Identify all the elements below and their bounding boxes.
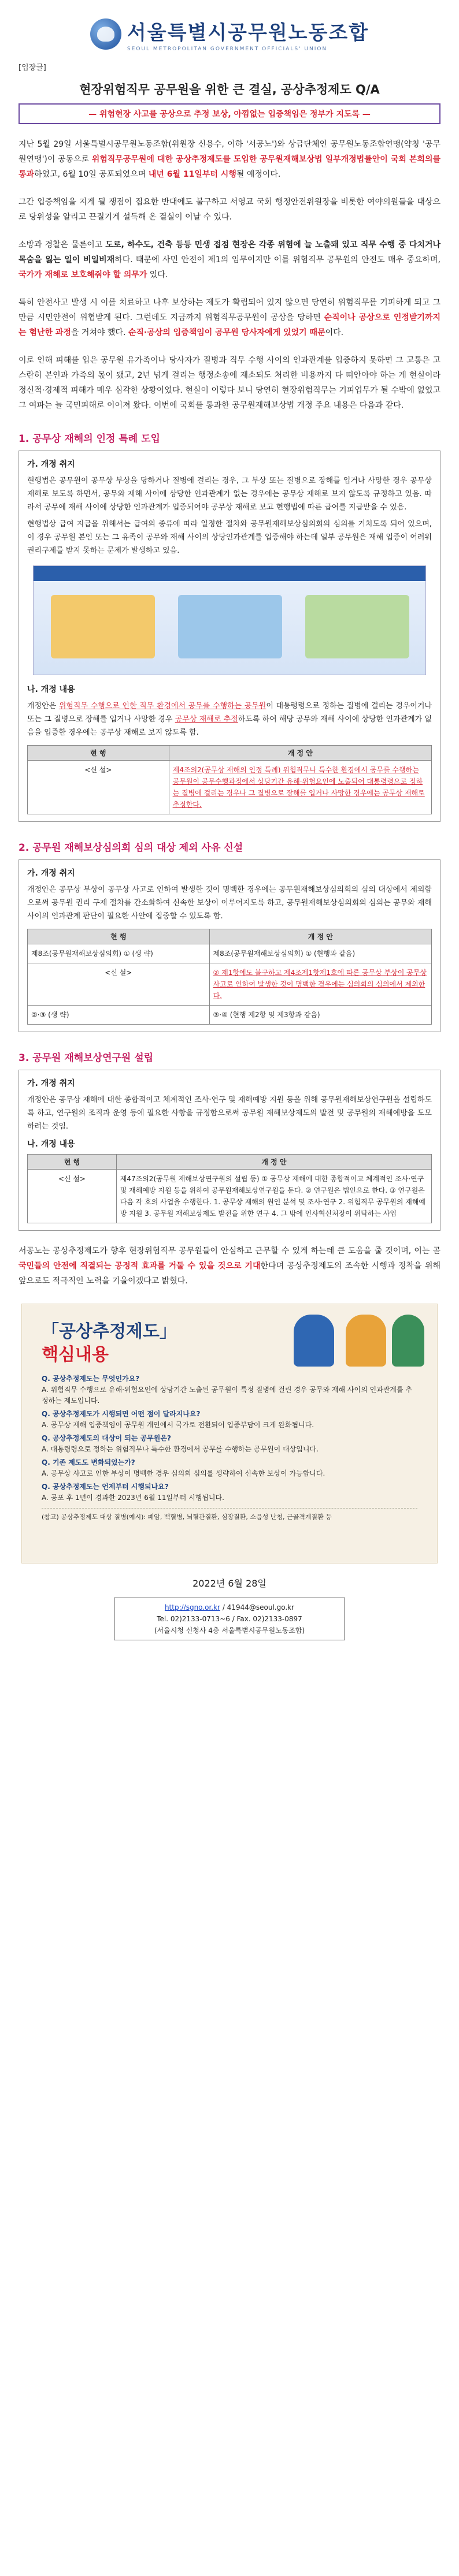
doc-tag: [입장글] — [18, 64, 46, 72]
org-name-block — [127, 17, 369, 52]
officer-illustration — [392, 1315, 424, 1367]
poster-title: 「공상추정제도」 핵심내용 — [42, 1321, 177, 1365]
section-1-title: 1. 공무상 재해의 인정 특례 도입 — [18, 433, 160, 445]
section-1-text-2: 현행법상 급여 지급을 위해서는 급여의 종류에 따라 일정한 절차와 공무원재해보상심의회의 심의를 거치도록 되어 있으며, 이 경우 공무원 본인 또는 그 유족이 공무와 재해 사이의 상당인과관계를 입증해야 하는데 일부 공무원은 재해 입증이 어려워 권리구제를 받지 못하는 문제가 발생하고 있음. — [27, 520, 432, 555]
section-2-title: 2. 공무원 재해보상심의회 심의 대상 제외 사유 신설 — [18, 842, 243, 854]
section-2-table — [27, 929, 432, 1025]
subtitle-banner: — 위험현장 사고를 공상으로 추정 보상, 아낌없는 입증책임은 정부가 지도록 — — [18, 103, 441, 124]
table-row: <신 설> 제47조의2(공무원 재해보상연구원의 설립 등) ① 공무상 재해에 대한 종합적이고 체계적인 조사·연구 및 재해예방 지원 등을 위하여 공무원재해보상연구원을 둔다. ② 연구원은 법인으로 한다. ③ 연구원은 다음 각 호의 사업을 수행한다. 1. 공무상 재해의 원인 분석 및 조사·연구 2. 위험직무 공무원의 재해예방 지원 3. 공무원 재해보상제도 발전을 위한 연구 4. 그 밖에 인사혁신처장이 위탁하는 사업 — [28, 1170, 432, 1223]
org-subtitle: SEOUL METROPOLITAN GOVERNMENT OFFICIALS' UNION — [127, 46, 328, 52]
table-row: 제8조(공무원재해보상심의회) ① (생 략) 제8조(공무원재해보상심의회) ① (현행과 같음) — [28, 944, 432, 963]
firefighter-illustration — [294, 1315, 334, 1367]
section-2-text-1: 개정안은 공무상 부상이 공무상 사고로 인하여 발생한 것이 명백한 경우에는 공무원재해보상심의회의 심의 대상에서 제외함으로써 공무원 권리 구제 절차를 간소화하여 신속한 보상이 이루어지도록 하고, 공무원재해보상심의회의 심의는 공무와 재해 사이의 인과관계 판단이 필요한 사안에 집중할 수 있도록 함. — [27, 885, 432, 921]
section-3-title: 3. 공무원 재해보상연구원 설립 — [18, 1052, 154, 1064]
section-1-text-3: 개정안은 위험직무 수행으로 인한 직무 환경에서 공무를 수행하는 공무원이 대통령령으로 정하는 질병에 걸리는 경우이거나 또는 그 질병으로 장해를 입거나 사망한 경우 공무상 재해로 추정하도록 하여 해당 공무와 재해 사이에 상당한 인과관계가 없음을 입증한 경우에는 공무상 재해로 보지 않도록 함. — [27, 702, 432, 737]
section-3-table — [27, 1154, 432, 1223]
intro-paragraph-4: 특히 안전사고 발생 시 이를 치료하고 나후 보상하는 제도가 확립되어 있지 않으면 당연히 위험직무를 기피하게 되고 그만큼 시민안전이 위협받게 된다. 그런데도 지금까지 위험직무공무원이 공상을 당하면 순직이나 공상으로 인정받기까지는 험난한 과정을 거쳐야 했다. 순직·공상의 입증책임이 공무원 당사자에게 있었기 때문이다. — [18, 298, 441, 337]
list-item: Q. 기존 제도도 변화되었는가? A. 공무상 사고로 인한 부상이 명백한 경우 심의회 심의를 생략하여 신속한 보상이 가능합니다. — [42, 1458, 325, 1477]
summary-poster — [21, 1304, 438, 1564]
list-item: Q. 공상추정제도는 언제부터 시행되나요? A. 공포 후 1년이 경과한 2023년 6월 11일부터 시행됩니다. — [42, 1483, 224, 1502]
table-row: <신 설> 제4조의2(공무상 재해의 인정 특례) 위험직무나 특수한 환경에서 공무를 수행하는 공무원이 공무수행과정에서 상당기간 유해·위험요인에 노출되어 대통령령으로 정하는 질병에 걸리는 경우나 그 질병으로 장해를 입거나 사망한 경우에는 공무상 재해로 추정한다. — [28, 761, 432, 814]
list-item: Q. 공상추정제도의 대상이 되는 공무원은? A. 대통령령으로 정하는 위험직무나 특수한 환경에서 공무를 수행하는 공무원이 대상입니다. — [42, 1434, 319, 1453]
section-3-heading-a: 가. 개정 취지 — [27, 1079, 75, 1088]
email-text: / 41944@seoul.go.kr — [222, 1603, 295, 1611]
table-header-current: 현 행 — [28, 929, 210, 944]
table-header-amended: 개 정 안 — [116, 1155, 431, 1170]
union-logo — [90, 18, 121, 50]
header — [0, 0, 459, 55]
worker-illustration — [346, 1315, 386, 1367]
table-header-amended: 개 정 안 — [169, 746, 431, 761]
intro-paragraph-5: 이로 인해 피해를 입은 공무원 유가족이나 당사자가 질병과 직무 수행 사이의 인과관계를 입증하지 못하면 그 고통은 고스란히 본인과 가족의 몫이 됐고, 2년 넘게 걸리는 행정소송에 재소되도 처리한 비용까지 다 떠안아야 하는 게 현실이라 정신적·경제적 피해가 매우 심각한 상황이었다. 현실이 이렇다 보니 당연히 현장위험직무는 기피업무가 될 수밖에 없었고 그 여파는 늘 국민피해로 이어져 왔다. 이번에 국회를 통과한 공무원재해보상법 개정 주요 내용은 다음과 같다. — [18, 356, 441, 410]
list-item: Q. 공상추정제도가 시행되면 어떤 점이 달라지나요? A. 공무상 재해 입증책임이 공무원 개인에서 국가로 전환되어 입증부담이 크게 완화됩니다. — [42, 1410, 314, 1429]
website-link[interactable]: http://sgno.or.kr — [164, 1603, 220, 1611]
table-header-current: 현 행 — [28, 746, 169, 761]
table-row: <신 설> ② 제1항에도 불구하고 제4조제1항제1호에 따른 공무상 부상이 공무상 사고로 인하여 발생한 것이 명백한 경우에는 심의회의 심의에서 제외한다. — [28, 963, 432, 1006]
section-1-text-1: 현행법은 공무원이 공무상 부상을 당하거나 질병에 걸리는 경우, 그 부상 또는 질병으로 장해를 입거나 사망한 경우 공무상 재해로 보도록 하면서, 공무와 재해 사이에 상당한 인과관계가 없는 경우에는 공무상 재해로 보지 않도록 규정하고 있음. 따라서 공무에 재해 사이에 상당한 인과관계가 입증되어야 공무상 재해로 보고 현행법에 따른 급여를 지급받을 수 있음. — [27, 477, 432, 512]
section-1-box — [18, 451, 441, 822]
section-1-table — [27, 745, 432, 814]
intro-paragraph-1: 지난 5월 29일 서울특별시공무원노동조합(위원장 신용수, 이하 '서공노')와 상급단체인 공무원노동조합연맹(약칭 '공무원연맹')이 공동으로 위험직무공무원에 대한 공상추정제도를 도입한 공무원재해보상법 일부개정법률안이 국회 본회의를 통과하였고, 6월 10일 공포되었으며 내년 6월 11일부터 시행될 예정이다. — [18, 140, 441, 179]
closing-paragraph: 서공노는 공상추정제도가 향후 현장위험직무 공무원들이 안심하고 근무할 수 있게 하는데 큰 도움을 줄 것이며, 이는 곧 국민들의 안전에 직결되는 공정적 효과를 거둘 수 있을 것으로 기대한다며 공상추정제도의 조속한 시행과 정착을 위해 앞으로도 적극적인 노력을 기울이겠다고 밝혔다. — [18, 1246, 441, 1286]
list-item: Q. 공상추정제도는 무엇인가요? A. 위험직무 수행으로 유해·위험요인에 상당기간 노출된 공무원이 특정 질병에 걸린 경우 공무와 재해 사이의 인과관계를 추정하는 제도입니다. — [42, 1375, 412, 1405]
contact-phone: Tel. 02)2133-0713~6 / Fax. 02)2133-0897 — [157, 1615, 302, 1623]
publish-date: 2022년 6월 28일 — [193, 1578, 266, 1589]
org-name: 서울특별시공무원노동조합 — [127, 21, 369, 44]
infographic-panel-3 — [305, 595, 409, 658]
intro-paragraph-3: 소방과 경찰은 물론이고 도로, 하수도, 건축 등등 민생 접점 현장은 각종 위험에 늘 노출돼 있고 직무 수행 중 다치거나 목숨을 잃는 일이 비일비재하다. 때문에 사민 안전이 제1의 임무이지만 이를 위험직무 공무원의 안전도 매우 중요하며, 국가가 재해로 보호해줘야 할 의무가 있다. — [18, 240, 441, 280]
table-header-current: 현 행 — [28, 1155, 117, 1170]
section-1-heading-b: 나. 개정 내용 — [27, 685, 75, 694]
section-2-box — [18, 859, 441, 1032]
section-1-heading-a: 가. 개정 취지 — [27, 460, 75, 469]
contact-web — [118, 1602, 341, 1613]
section-3-text-1: 개정안은 공무상 재해에 대한 종합적이고 체계적인 조사·연구 및 재해예방 지원 등을 위해 공무원재해보상연구원을 설립하도록 하고, 연구원의 조직과 운영 등에 필요한 사항을 규정함으로써 공무원 재해보상제도의 발전 및 공무원의 재해예방을 도모하려는 것임. — [27, 1096, 432, 1131]
contact-address: (서울시청 신청사 4층 서울특별시공무원노동조합) — [154, 1626, 305, 1635]
page-title: 현장위험직무 공무원을 위한 큰 결실, 공상추정제도 Q/A — [79, 83, 380, 96]
table-header-amended: 개 정 안 — [209, 929, 431, 944]
section-3-heading-b: 나. 개정 내용 — [27, 1140, 75, 1149]
poster-reference: (참고) 공상추정제도 대상 질병(예시): 폐암, 백혈병, 뇌혈관질환, 심장질환, 소음성 난청, 근골격계질환 등 — [42, 1508, 417, 1522]
poster-qa-list — [42, 1373, 417, 1522]
intro-paragraph-2: 그간 입증책임을 지게 될 쟁점이 집요한 반대에도 불구하고 서영교 국회 행정안전위원장을 비롯한 여야의원들을 대상으로 당위성을 알리고 끈질기게 설득해 온 결실이 이날 수 있다. — [18, 198, 441, 222]
infographic-header-bar — [34, 566, 425, 581]
table-row: ②·③ (생 략) ③·④ (현행 제2항 및 제3항과 같음) — [28, 1006, 432, 1025]
contact-box — [114, 1598, 345, 1640]
section-3-box — [18, 1070, 441, 1231]
section-2-heading-a: 가. 개정 취지 — [27, 869, 75, 878]
infographic-panel-2 — [178, 595, 282, 658]
infographic-image — [33, 565, 426, 675]
infographic-panel-1 — [51, 595, 155, 658]
